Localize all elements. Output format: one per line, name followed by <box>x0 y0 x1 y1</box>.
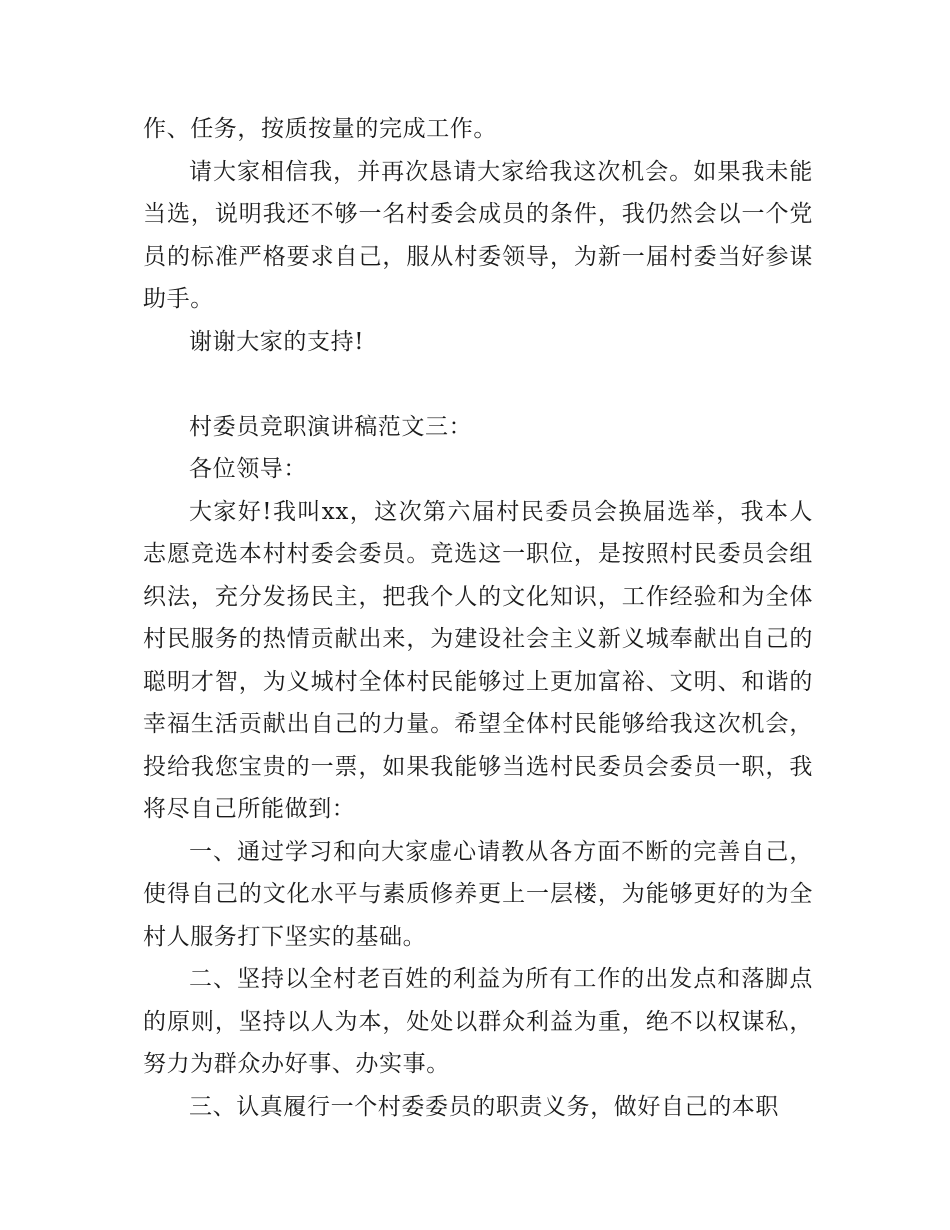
paragraph-point-one: 一、通过学习和向大家虚心请教从各方面不断的完善自己，使得自己的文化水平与素质修养更上一层楼，为能够更好的为全村人服务打下坚实的基础。 <box>143 838 813 950</box>
section-heading: 村委员竞职演讲稿范文三： <box>189 413 473 440</box>
paragraph-thanks: 谢谢大家的支持! <box>189 328 365 355</box>
salutation: 各位领导： <box>189 456 307 482</box>
document-body <box>143 108 813 1128</box>
paragraph-continuation: 作、任务，按质按量的完成工作。 <box>143 116 497 142</box>
paragraph-request-trust: 请大家相信我，并再次恳请大家给我这次机会。如果我未能当选，说明我还不够一名村委会成员的条件，我仍然会以一个党员的标准严格要求自己，服从村委领导，为新一届村委当好参谋助手。 <box>143 158 813 312</box>
paragraph-introduction: 大家好!我叫xx，这次第六届村民委员会换届选举，我本人志愿竞选本村村委会委员。竞选这一职位，是按照村民委员会组织法，充分发扬民主，把我个人的文化知识，工作经验和为全体村民服务的热情贡献出来，为建设社会主义新义城奉献出自己的聪明才智，为义城村全体村民能够过上更加富裕、文明、和谐的幸福生活贡献出自己的力量。希望全体村民能够给我这次机会，投给我您宝贵的一票，如果我能够当选村民委员会委员一职，我将尽自己所能做到： <box>143 498 813 822</box>
paragraph-point-two: 二、坚持以全村老百姓的利益为所有工作的出发点和落脚点的原则，坚持以人为本，处处以群众利益为重，绝不以权谋私，努力为群众办好事、办实事。 <box>143 966 813 1077</box>
paragraph-point-three: 三、认真履行一个村委委员的职责义务，做好自己的本职 <box>189 1093 779 1120</box>
section-spacer <box>143 363 813 406</box>
